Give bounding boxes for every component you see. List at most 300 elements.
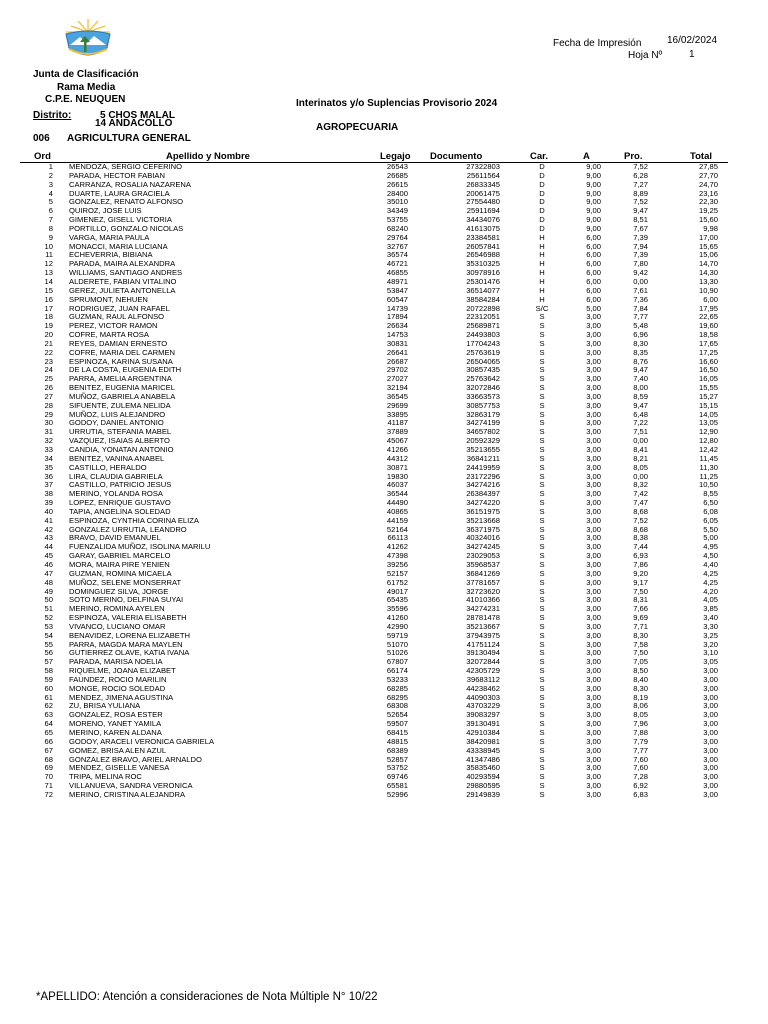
cell-documento: 34434076 <box>466 215 500 225</box>
cell-car: H <box>539 276 545 286</box>
col-ord: Ord <box>34 151 51 162</box>
cell-legajo: 51026 <box>386 648 408 658</box>
cell-name: VILLANUEVA, SANDRA VERONICA <box>69 781 193 791</box>
cell-name: PARADA, MARISA NOELIA <box>69 657 163 667</box>
cell-legajo: 41262 <box>386 542 408 552</box>
cell-documento: 17704243 <box>466 338 500 348</box>
cell-car: S <box>539 586 545 596</box>
cell-car: S <box>539 595 545 605</box>
cell-name: VARGA, MARIA PAULA <box>69 232 150 242</box>
cell-ord: 66 <box>44 736 53 746</box>
cell-a: 3,00 <box>586 781 601 791</box>
cell-a: 6,00 <box>586 259 601 269</box>
institution-name: Junta de Clasificación <box>33 69 139 80</box>
cell-total: 3,00 <box>703 710 718 720</box>
cell-a: 3,00 <box>586 498 601 508</box>
cell-ord: 13 <box>44 268 53 278</box>
cell-legajo: 27027 <box>386 374 408 384</box>
page-number: 1 <box>689 49 695 60</box>
cell-name: URRUTIA, STEFANIA MABEL <box>69 427 172 437</box>
cell-legajo: 68295 <box>386 692 408 702</box>
cell-name: GUTIERREZ OLAVE, KATIA IVANA <box>69 648 190 658</box>
cell-total: 3,00 <box>703 674 718 684</box>
cell-ord: 67 <box>44 745 53 755</box>
cell-pro: 7,40 <box>633 374 648 384</box>
cell-name: COFRE, MARTA ROSA <box>69 330 149 340</box>
cell-name: DE LA COSTA, EUGENIA EDITH <box>69 365 182 375</box>
cell-total: 4,50 <box>703 551 718 561</box>
cell-ord: 54 <box>44 630 53 640</box>
cell-documento: 38584284 <box>466 294 500 304</box>
cell-a: 6,00 <box>586 276 601 286</box>
cell-a: 3,00 <box>586 754 601 764</box>
cell-total: 3,00 <box>703 736 718 746</box>
cell-ord: 37 <box>44 480 53 490</box>
cell-pro: 9,20 <box>633 568 648 578</box>
cell-legajo: 30831 <box>386 338 408 348</box>
col-name: Apellido y Nombre <box>166 151 250 162</box>
cell-name: WILLIAMS, SANTIAGO ANDRES <box>69 268 183 278</box>
cell-total: 27,70 <box>698 170 718 180</box>
cell-car: S <box>539 781 545 791</box>
cell-a: 3,00 <box>586 613 601 623</box>
cell-a: 3,00 <box>586 427 601 437</box>
cell-a: 3,00 <box>586 604 601 614</box>
distrito-label: Distrito: <box>33 110 72 121</box>
cell-legajo: 17894 <box>386 312 408 322</box>
cell-ord: 14 <box>44 276 53 286</box>
cell-documento: 30978916 <box>466 268 500 278</box>
cell-ord: 51 <box>44 604 53 614</box>
cell-legajo: 44159 <box>386 515 408 525</box>
cell-legajo: 42990 <box>386 621 408 631</box>
area-code: 006 <box>33 133 50 144</box>
neuquen-crest-icon <box>60 18 116 62</box>
cell-car: H <box>539 268 545 278</box>
col-documento: Documento <box>430 151 483 162</box>
cell-a: 3,00 <box>586 772 601 782</box>
cell-legajo: 46037 <box>386 480 408 490</box>
cell-documento: 26057841 <box>466 241 500 251</box>
cell-pro: 7,22 <box>633 418 648 428</box>
cell-name: GODOY, DANIEL ANTONIO <box>69 418 164 428</box>
cell-documento: 38420981 <box>466 736 500 746</box>
cell-pro: 7,79 <box>633 736 648 746</box>
cell-legajo: 35596 <box>386 604 408 614</box>
cell-a: 9,00 <box>586 162 601 171</box>
cell-car: S <box>539 374 545 384</box>
cell-a: 3,00 <box>586 338 601 348</box>
col-total: Total <box>690 151 712 162</box>
cell-car: S/C <box>535 303 549 313</box>
cell-ord: 58 <box>44 666 53 676</box>
cell-name: LIRA, CLAUDIA GABRIELA <box>69 471 163 481</box>
cell-documento: 25301476 <box>466 276 500 286</box>
cell-name: BENAVIDEZ, LORENA ELIZABETH <box>69 630 190 640</box>
cell-ord: 32 <box>44 436 53 446</box>
cell-name: RODRIGUEZ, JUAN RAFAEL <box>69 303 170 313</box>
cell-ord: 64 <box>44 719 53 729</box>
cell-documento: 36841211 <box>466 453 500 463</box>
cell-documento: 37943975 <box>466 630 500 640</box>
cell-documento: 41613075 <box>466 223 500 233</box>
cell-car: S <box>539 772 545 782</box>
cell-total: 15,15 <box>698 400 718 410</box>
cell-legajo: 68240 <box>386 223 408 233</box>
cell-car: S <box>539 391 545 401</box>
cell-a: 3,00 <box>586 436 601 446</box>
cell-documento: 35213667 <box>466 621 500 631</box>
cell-ord: 19 <box>44 321 53 331</box>
cell-a: 6,00 <box>586 285 601 295</box>
cell-legajo: 52654 <box>386 710 408 720</box>
cell-ord: 69 <box>44 763 53 773</box>
cell-ord: 9 <box>48 232 53 242</box>
cell-a: 3,00 <box>586 312 601 322</box>
cell-documento: 35213655 <box>466 445 500 454</box>
cell-documento: 26384397 <box>466 489 500 499</box>
cell-pro: 7,50 <box>633 648 648 658</box>
cell-name: MERINO, YOLANDA ROSA <box>69 489 163 499</box>
cell-legajo: 59507 <box>386 719 408 729</box>
cell-name: ECHEVERRIA, BIBIANA <box>69 250 153 260</box>
cell-name: GUZMAN, RAUL ALFONSO <box>69 312 165 322</box>
ranking-table <box>20 151 728 800</box>
cell-documento: 39130494 <box>466 648 500 658</box>
cell-total: 3,00 <box>703 683 718 693</box>
cell-total: 15,27 <box>698 391 718 401</box>
cell-car: S <box>539 453 545 463</box>
cell-car: D <box>539 223 545 233</box>
cell-name: GIMENEZ, GISELL VICTORIA <box>69 215 172 225</box>
cell-documento: 30857753 <box>466 400 500 410</box>
cell-name: GONZALEZ BRAVO, ARIEL ARNALDO <box>69 754 202 764</box>
cell-ord: 30 <box>44 418 53 428</box>
cell-a: 3,00 <box>586 321 601 331</box>
cell-legajo: 66174 <box>386 666 408 676</box>
cell-a: 3,00 <box>586 789 601 799</box>
cell-documento: 27322803 <box>466 162 500 171</box>
cell-pro: 8,35 <box>633 347 648 357</box>
cell-a: 3,00 <box>586 418 601 428</box>
cell-documento: 33663573 <box>466 391 500 401</box>
cell-total: 15,60 <box>698 215 718 225</box>
cell-ord: 47 <box>44 568 53 578</box>
cell-ord: 65 <box>44 728 53 737</box>
cell-name: ZU, BRISA YULIANA <box>69 701 141 711</box>
cell-total: 3,85 <box>703 604 718 614</box>
cell-legajo: 41266 <box>386 445 408 454</box>
cell-legajo: 47398 <box>386 551 408 561</box>
cell-name: GONZALEZ URRUTIA, LEANDRO <box>69 524 187 534</box>
cell-name: MUÑOZ, GABRIELA ANABELA <box>69 391 176 401</box>
cell-pro: 8,59 <box>633 391 648 401</box>
cell-total: 3,00 <box>703 781 718 791</box>
page-label: Hoja Nº <box>628 50 663 61</box>
cell-legajo: 26615 <box>386 179 408 189</box>
footnote: *APELLIDO: Atención a consideraciones de Nota Múltiple N° 10/22 <box>36 991 378 1003</box>
cell-legajo: 68285 <box>386 683 408 693</box>
cell-pro: 7,51 <box>633 427 648 437</box>
cell-legajo: 39256 <box>386 559 408 569</box>
cell-total: 3,00 <box>703 666 718 676</box>
cell-pro: 9,69 <box>633 613 648 623</box>
category-title: AGROPECUARIA <box>316 122 399 133</box>
cell-pro: 7,28 <box>633 772 648 782</box>
cell-documento: 24419959 <box>466 462 500 472</box>
cell-car: S <box>539 409 545 419</box>
cell-legajo: 68308 <box>386 701 408 711</box>
cell-documento: 42910384 <box>466 728 500 737</box>
cell-a: 3,00 <box>586 462 601 472</box>
cell-total: 17,95 <box>698 303 718 313</box>
cell-car: S <box>539 710 545 720</box>
cell-pro: 8,05 <box>633 462 648 472</box>
cell-documento: 20592329 <box>466 436 500 446</box>
cell-pro: 6,92 <box>633 781 648 791</box>
cell-documento: 32863179 <box>466 409 500 419</box>
cell-documento: 20722898 <box>466 303 500 313</box>
cell-documento: 40293594 <box>466 772 500 782</box>
cell-documento: 41347486 <box>466 754 500 764</box>
cell-ord: 3 <box>48 179 53 189</box>
cell-car: S <box>539 338 545 348</box>
cell-total: 15,65 <box>698 241 718 251</box>
cell-total: 16,60 <box>698 356 718 366</box>
cell-legajo: 26685 <box>386 170 408 180</box>
cell-legajo: 35010 <box>386 197 408 207</box>
col-legajo: Legajo <box>380 151 411 162</box>
cell-a: 3,00 <box>586 383 601 393</box>
cell-a: 3,00 <box>586 586 601 596</box>
cell-ord: 36 <box>44 471 53 481</box>
cell-a: 3,00 <box>586 683 601 693</box>
cell-total: 11,25 <box>699 471 718 481</box>
cell-pro: 7,86 <box>633 559 648 569</box>
cell-pro: 7,77 <box>633 745 648 755</box>
cell-ord: 48 <box>44 577 53 587</box>
cell-car: S <box>539 356 545 366</box>
cell-a: 3,00 <box>586 480 601 490</box>
cell-a: 9,00 <box>586 170 601 180</box>
cell-total: 19,60 <box>698 321 718 331</box>
cell-pro: 8,30 <box>633 683 648 693</box>
cell-legajo: 44312 <box>386 453 408 463</box>
cell-ord: 7 <box>48 215 53 225</box>
cell-total: 3,00 <box>703 728 718 737</box>
cell-name: PARRA, MAGDA MARA MAYLEN <box>69 639 183 649</box>
cell-car: S <box>539 312 545 322</box>
cell-legajo: 61752 <box>386 577 408 587</box>
cell-name: BRAVO, DAVID EMANUEL <box>69 533 161 543</box>
cell-name: PARRA, AMELIA ARGENTINA <box>69 374 172 384</box>
cell-total: 17,65 <box>698 338 718 348</box>
cell-total: 3,00 <box>703 754 718 764</box>
cell-a: 3,00 <box>586 666 601 676</box>
cell-total: 4,05 <box>703 595 718 605</box>
cell-total: 6,05 <box>703 515 718 525</box>
cell-a: 3,00 <box>586 471 601 481</box>
cell-pro: 7,39 <box>633 232 648 242</box>
cell-pro: 8,41 <box>633 445 648 454</box>
cell-legajo: 68389 <box>386 745 408 755</box>
cell-a: 3,00 <box>586 763 601 773</box>
cell-car: S <box>539 515 545 525</box>
cell-legajo: 19830 <box>386 471 408 481</box>
cell-name: VIVANCO, LUCIANO OMAR <box>69 621 166 631</box>
cell-total: 16,05 <box>698 374 718 384</box>
cell-car: S <box>539 542 545 552</box>
cell-legajo: 34349 <box>386 206 408 216</box>
cell-pro: 8,06 <box>633 701 648 711</box>
cell-ord: 24 <box>44 365 53 375</box>
cell-pro: 7,44 <box>633 542 648 552</box>
cell-total: 19,25 <box>698 206 718 216</box>
cell-documento: 36514077 <box>466 285 500 295</box>
cell-a: 3,00 <box>586 330 601 340</box>
cell-name: MENDEZ, GISELLE VANESA <box>69 763 170 773</box>
cell-ord: 45 <box>44 551 53 561</box>
cell-ord: 39 <box>44 498 53 508</box>
cell-legajo: 67807 <box>386 657 408 667</box>
cell-total: 16,50 <box>698 365 718 375</box>
cell-pro: 8,40 <box>633 674 648 684</box>
cell-car: S <box>539 648 545 658</box>
cell-a: 3,00 <box>586 639 601 649</box>
cell-name: MENDOZA, SERGIO CEFERINO <box>69 162 183 171</box>
cell-documento: 35213668 <box>466 515 500 525</box>
cell-total: 3,00 <box>703 772 718 782</box>
cell-pro: 8,89 <box>633 188 648 198</box>
cell-total: 6,00 <box>703 294 718 304</box>
cell-a: 5,00 <box>586 303 601 313</box>
cell-total: 5,00 <box>703 533 718 543</box>
cell-pro: 9,47 <box>633 206 648 216</box>
cell-name: PARADA, MAIRA ALEXANDRA <box>69 259 176 269</box>
cell-documento: 34274216 <box>466 480 500 490</box>
cell-total: 3,00 <box>703 763 718 773</box>
cell-pro: 7,52 <box>633 162 648 171</box>
cell-ord: 53 <box>44 621 53 631</box>
cell-legajo: 66113 <box>387 533 408 543</box>
cell-total: 4,25 <box>703 577 718 587</box>
cell-ord: 34 <box>44 453 53 463</box>
cell-ord: 16 <box>44 294 53 304</box>
cell-name: PARADA, HECTOR FABIAN <box>69 170 165 180</box>
cell-pro: 7,39 <box>633 250 648 260</box>
cell-documento: 35310325 <box>466 259 500 269</box>
cell-documento: 32072844 <box>466 657 500 667</box>
cell-documento: 44238462 <box>466 683 500 693</box>
cell-ord: 62 <box>44 701 53 711</box>
cell-total: 3,00 <box>703 745 718 755</box>
cell-documento: 39130491 <box>466 719 500 729</box>
cell-pro: 7,88 <box>633 728 648 737</box>
cell-name: ESPINOZA, KARINA SUSANA <box>69 356 173 366</box>
cell-ord: 38 <box>44 489 53 499</box>
cell-total: 27,85 <box>698 162 718 171</box>
cell-pro: 9,42 <box>633 268 648 278</box>
cell-documento: 26833345 <box>466 179 500 189</box>
cell-name: GONZALEZ, RENATO ALFONSO <box>69 197 184 207</box>
cell-name: TRIPA, MELINA ROC <box>69 772 142 782</box>
cell-legajo: 45067 <box>386 436 408 446</box>
cell-name: CASTILLO, HERALDO <box>69 462 147 472</box>
cell-ord: 57 <box>44 657 53 667</box>
cell-a: 9,00 <box>586 188 601 198</box>
cell-pro: 8,30 <box>633 630 648 640</box>
cell-a: 6,00 <box>586 241 601 251</box>
cell-name: GOMEZ, BRISA ALEN AZUL <box>69 745 167 755</box>
cell-a: 3,00 <box>586 630 601 640</box>
cell-a: 3,00 <box>586 533 601 543</box>
cell-documento: 35968537 <box>466 559 500 569</box>
cell-name: MONACCI, MARIA LUCIANA <box>69 241 168 251</box>
cell-legajo: 41187 <box>387 418 408 428</box>
cell-car: S <box>539 683 545 693</box>
cell-pro: 8,21 <box>633 453 648 463</box>
cell-pro: 7,84 <box>633 303 648 313</box>
cell-car: S <box>539 621 545 631</box>
cell-name: MORENO, YANET YAMILA <box>69 719 162 729</box>
cell-ord: 1 <box>48 162 53 171</box>
cell-a: 3,00 <box>586 515 601 525</box>
cell-name: TAPIA, ANGELINA SOLEDAD <box>69 506 171 516</box>
cell-documento: 34274231 <box>466 604 500 614</box>
cell-car: S <box>539 666 545 676</box>
cell-pro: 8,51 <box>633 215 648 225</box>
cell-pro: 7,52 <box>633 197 648 207</box>
cell-ord: 26 <box>44 383 53 393</box>
cell-pro: 7,52 <box>633 515 648 525</box>
cell-ord: 52 <box>44 613 53 623</box>
cell-name: FUENZALIDA MUÑOZ, ISOLINA MARILU <box>69 542 211 552</box>
cell-legajo: 44490 <box>386 498 408 508</box>
cell-total: 3,05 <box>703 657 718 667</box>
cell-name: CASTILLO, PATRICIO JESUS <box>69 480 172 490</box>
cell-pro: 8,30 <box>633 338 648 348</box>
cell-documento: 24493803 <box>466 330 500 340</box>
col-pro: Pro. <box>624 151 643 162</box>
branch-name: Rama Media <box>57 82 116 93</box>
cell-ord: 61 <box>44 692 53 702</box>
cell-documento: 41010366 <box>466 595 500 605</box>
cell-total: 4,95 <box>703 542 718 552</box>
cell-a: 3,00 <box>586 559 601 569</box>
cell-documento: 43703229 <box>466 701 500 711</box>
cell-pro: 7,50 <box>633 586 648 596</box>
cell-legajo: 26687 <box>386 356 408 366</box>
cell-ord: 23 <box>44 356 53 366</box>
cell-legajo: 26543 <box>386 162 408 171</box>
cell-pro: 9,47 <box>633 400 648 410</box>
cell-car: S <box>539 445 545 454</box>
cell-car: S <box>539 577 545 587</box>
cell-pro: 5,48 <box>633 321 648 331</box>
cell-documento: 42305729 <box>466 666 500 676</box>
cell-documento: 36371975 <box>466 524 500 534</box>
cell-car: S <box>539 701 545 711</box>
cell-pro: 6,93 <box>633 551 648 561</box>
cell-pro: 7,67 <box>633 223 648 233</box>
cell-pro: 7,80 <box>633 259 648 269</box>
cell-documento: 34274220 <box>466 498 500 508</box>
cell-pro: 8,32 <box>633 480 648 490</box>
cell-pro: 6,83 <box>633 789 648 799</box>
cell-total: 3,30 <box>703 621 718 631</box>
cell-total: 12,90 <box>698 427 718 437</box>
cell-legajo: 29699 <box>386 400 408 410</box>
